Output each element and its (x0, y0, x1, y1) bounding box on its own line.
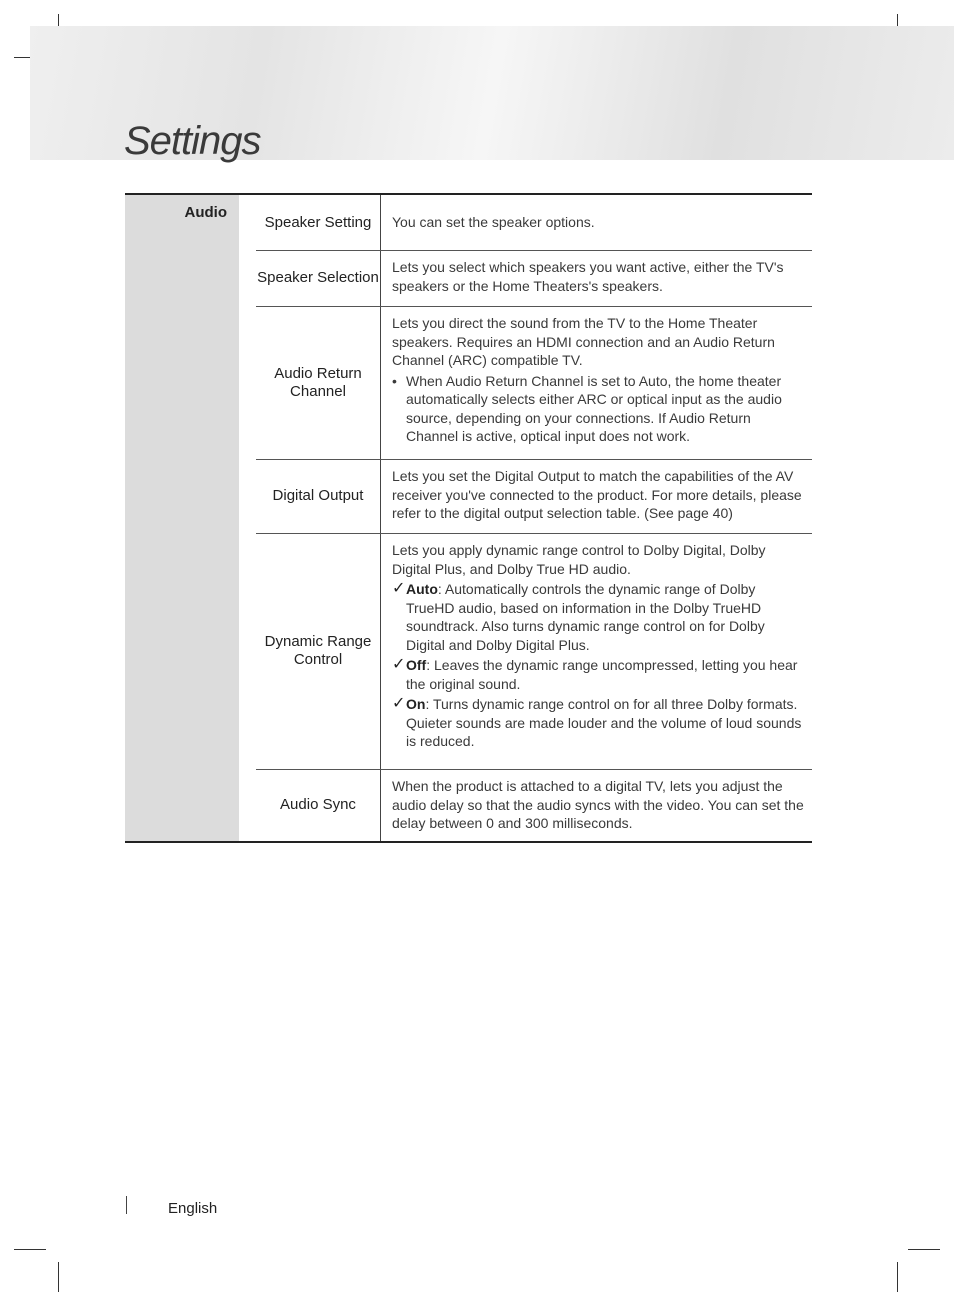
bullet-note (392, 372, 804, 446)
crop-mark (14, 1249, 46, 1250)
item-description: Lets you apply dynamic range control to Dolby Digital, Dolby Digital Plus, and Dolby True HD audio. (392, 542, 766, 577)
item-description: You can set the speaker options. (392, 213, 595, 230)
item-description: When the product is attached to a digital TV, lets you adjust the audio delay so that the audio syncs with the video. You can set the delay between 0 and 300 milliseconds. (392, 778, 804, 831)
option-item (392, 656, 804, 693)
option-text: : Turns dynamic range control on for all three Dolby formats. Quieter sounds are made louder and the volume of loud sounds is reduced. (406, 696, 802, 749)
item-name: Digital Output (272, 487, 364, 504)
bullet-icon: • (392, 372, 397, 389)
table-row (239, 195, 812, 250)
option-text: : Automatically controls the dynamic range of Dolby TrueHD audio, based on information in the Dolby TrueHD soundtrack. Also turns dynamic range control on for Dolby Digital and Dolby Digital Plus. (406, 581, 765, 653)
item-description: Lets you select which speakers you want active, either the TV's speakers or the Home Theaters's speakers. (392, 259, 784, 294)
table-row (239, 250, 812, 306)
check-icon: ✓ (392, 580, 406, 597)
bullet-text: When Audio Return Channel is set to Auto, the home theater automatically selects either ARC or optical input as the audio source, depending on your connections. If Audio Return Channel is active, optical input does not work. (406, 372, 782, 444)
table-row (239, 459, 812, 533)
settings-table (125, 193, 812, 843)
option-text: : Leaves the dynamic range uncompressed, letting you hear the original sound. (406, 657, 798, 692)
crop-mark (58, 1262, 59, 1292)
item-name: Speaker Selection (257, 269, 379, 286)
item-description: Lets you direct the sound from the TV to the Home Theater speakers. Requires an HDMI connection and an Audio Return Channel (ARC) compatible TV. (392, 315, 775, 368)
crop-mark (897, 1262, 898, 1292)
item-name: Speaker Setting (264, 213, 372, 231)
option-label: Auto (406, 581, 438, 597)
item-description: Lets you set the Digital Output to match the capabilities of the AV receiver you've connected to the product. For more details, please refer to the digital output selection table. (See page 40) (392, 468, 802, 521)
table-row (239, 533, 812, 769)
item-name: Audio Sync (280, 796, 356, 813)
option-item (392, 695, 804, 751)
crop-mark (908, 1249, 940, 1250)
option-label: On (406, 696, 426, 712)
table-row (239, 769, 812, 841)
item-name: Dynamic Range Control (264, 633, 372, 668)
check-icon: ✓ (392, 656, 406, 673)
category-column (125, 195, 239, 841)
page-title: Settings (124, 119, 261, 163)
table-row (239, 306, 812, 459)
option-item (392, 580, 804, 654)
category-label: Audio (184, 204, 227, 221)
footer-divider (126, 1196, 127, 1214)
footer-language: English (168, 1200, 218, 1217)
item-name: Audio Return Channel (274, 364, 362, 400)
check-icon: ✓ (392, 695, 406, 712)
option-label: Off (406, 657, 427, 673)
